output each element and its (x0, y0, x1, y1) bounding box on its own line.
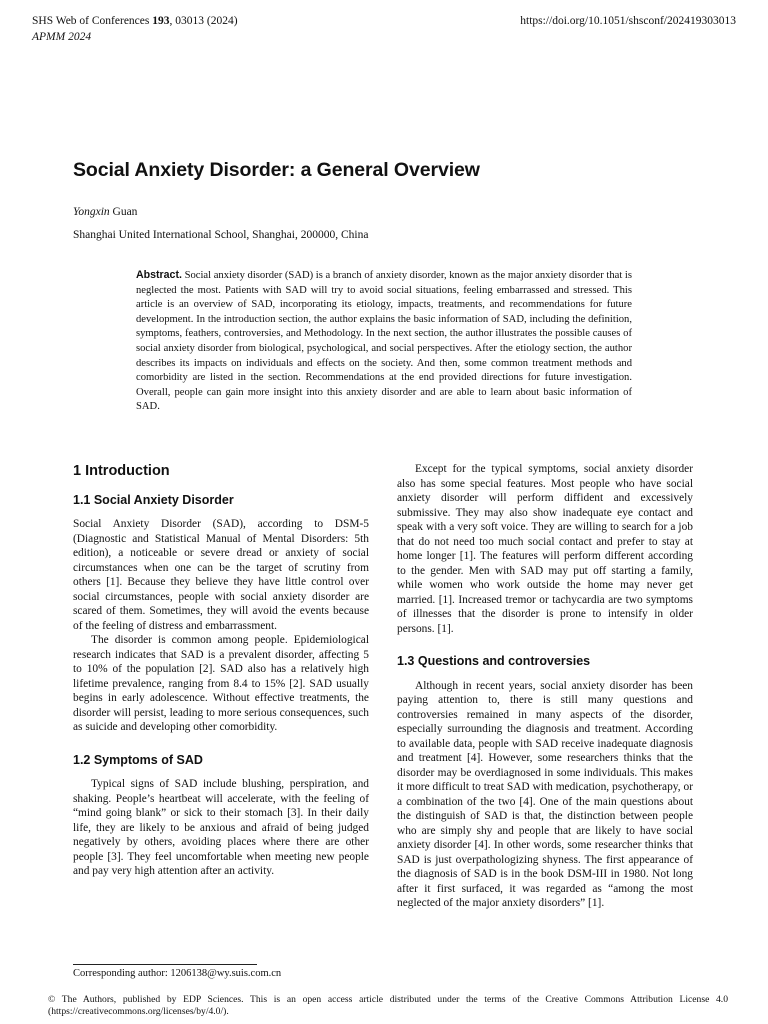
journal-citation (32, 14, 238, 28)
doi-link[interactable]: https://doi.org/10.1051/shsconf/202419303013 (520, 15, 736, 27)
paragraph-1-2-b: Except for the typical symptoms, social anxiety disorder also has some special features. Most people who have social anxiety disorder will perform diffident and excessively submissive. They may also show inadequate eye contact and speak with a very soft voice. They are willing to search for a job that do not need too much social contact and prefer to stay at home longer [1]. The features will perform different according to the gender. Men with SAD may put off starting a family, while women who work outside the home may never get married. [1]. Increased tremor or tachycardia are two symptoms of illnesses that the disorder is prone to intensify in older persons. [1]. (397, 463, 693, 635)
abstract-label: Abstract. (136, 269, 182, 281)
left-column (73, 462, 369, 879)
right-column (397, 462, 693, 911)
author-given-name: Yongxin (73, 206, 110, 218)
footnote-divider (73, 964, 257, 965)
subsection-heading-1-2: 1.2 Symptoms of SAD (73, 752, 203, 767)
journal-prefix: SHS Web of Conferences (32, 15, 153, 27)
paragraph-1-2-a: Typical signs of SAD include blushing, perspiration, and shaking. People’s heartbeat will accelerate, with the feeling of “mind going blank” or sick to their stomach [3]. In their daily life, they are likely to be anxious and afraid of being judged negatively by others, avoiding places where there are other people [3]. They feel uncomfortable when meeting new people and pay very high attention after an activity. (73, 778, 369, 877)
author-family-name: Guan (109, 206, 138, 218)
journal-volume: 193 (152, 15, 170, 27)
abstract (136, 268, 632, 415)
abstract-text: Social anxiety disorder (SAD) is a branch of anxiety disorder, known as the major anxiety disorder that is neglected the most. Patients with SAD will try to avoid social situations, feeling embarrassed and stressed. This article is an overview of SAD, incorporating its etiology, impacts, treatments, and recommendations for future development. In the introduction section, the author explains the basic information of SAD, including the definition, symptoms, feathers, controversies, and Methodology. In the next section, the author illustrates the possible causes of social anxiety disorder from biological, psychological, and social perspectives. After the etiology section, the author describes its impacts on individuals and effects on the society. And then, some common treatment methods and comorbidity are listed in the section. Recommendations at the end provided directions for future investigation. Overall, people can gain more insight into this anxiety disorder and are able to learn about basic information of SAD. (136, 270, 632, 413)
author-affiliation: Shanghai United International School, Shanghai, 200000, China (73, 229, 369, 241)
subsection-heading-1-3: 1.3 Questions and controversies (397, 654, 591, 668)
conference-name: APMM 2024 (32, 31, 92, 43)
article-info: , 03013 (2024) (169, 15, 238, 27)
paragraph-1-1-b: The disorder is common among people. Epidemiological research indicates that SAD is a prevalent disorder, affecting 5 to 10% of the population [2]. SAD also has a relatively high lifetime prevalence, ranging from 8.4 to 15% [2]. SAD usually begins in early adolescence. Without effective treatments, the disorder will persist, leading to more serious consequences, such as suicide and developing other comorbidity. (73, 634, 369, 733)
subsection-heading-1-1: 1.1 Social Anxiety Disorder (73, 492, 234, 507)
corresponding-author-footnote: Corresponding author: 1206138@wy.suis.com.cn (73, 968, 282, 979)
paragraph-1-1-a: Social Anxiety Disorder (SAD), according to DSM-5 (Diagnostic and Statistical Manual of Mental Disorders: 5th edition), a noticeable or severe dread or anxiety of social circumstances when one can be the target of scrutiny from others [1]. Because they believe they have little control over social circumstances, people with social anxiety disorder are scared of them. Sometimes, they will avoid the events because of the feeling of distress and embarrassment. (73, 518, 369, 632)
section-heading-introduction: 1 Introduction (73, 463, 170, 479)
author-line (73, 206, 137, 218)
license-notice: © The Authors, published by EDP Sciences. This is an open access article distributed under the terms of the Creative Commons Attribution License 4.0 (https://creativecommons.org/licenses/by/4.0/). (48, 994, 728, 1017)
paragraph-1-3-a: Although in recent years, social anxiety disorder has been paying attention to, there is still many questions and controversies remained in many aspects of the disorder, especially surrounding the diagnosis and treatment. According to available data, people with SAD receive inadequate diagnosis and treatment [4]. However, some researchers thinks that the disorder may be overdiagnosed in some individuals. This makes it more difficult to treat SAD with medication, psychotherapy, or a combination of the two [4]. One of the main questions about the distinguish of SAD is that, the distinction between people who are simply shy and people that are likely to have social anxiety disorder [4]. In other words, some researcher thinks that SAD is just overpathologizing shyness. The first appearance of the diagnosis of SAD is in the book DSM-III in 1980. Not long after it first surfaced, it was regarded as “among the most neglected of the major anxiety disorders” [1]. (397, 679, 693, 909)
paper-title: Social Anxiety Disorder: a General Overview (73, 159, 480, 181)
